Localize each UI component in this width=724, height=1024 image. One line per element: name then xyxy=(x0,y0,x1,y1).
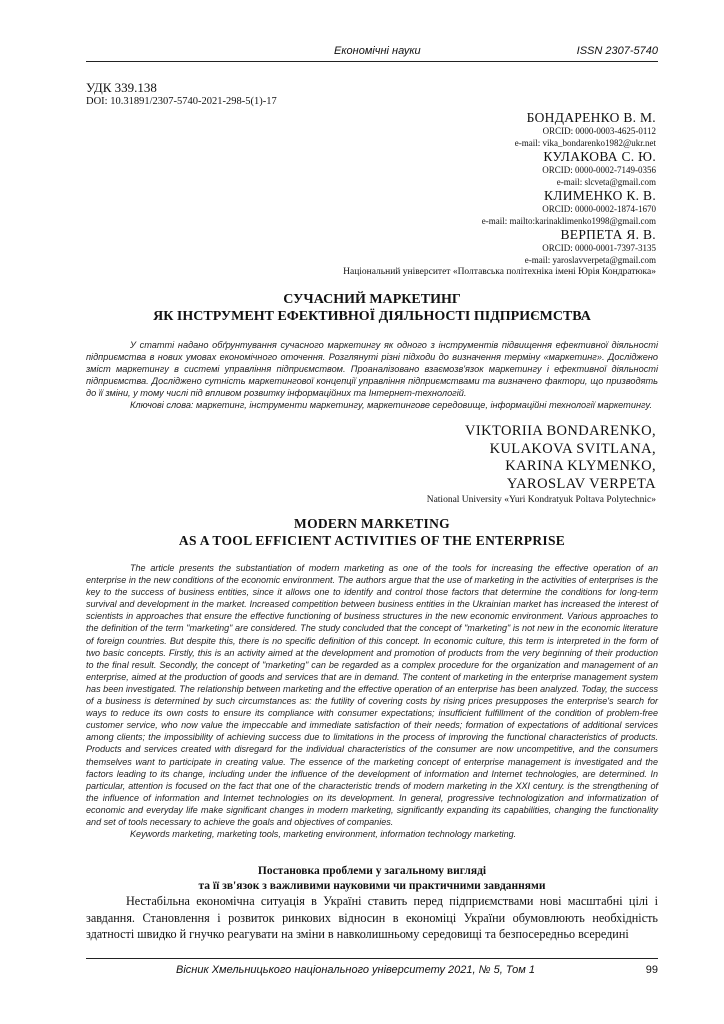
author-en-name: KULAKOVA SVITLANA, xyxy=(489,440,656,457)
author-email: e-mail: yaroslavverpeta@gmail.com xyxy=(524,254,656,265)
section-title-line: та її зв'язок з важливими науковими чи практичними завданнями xyxy=(198,879,546,892)
author-email: e-mail: mailto:karinaklimenko1998@gmail.com xyxy=(481,215,656,226)
abstract-ua-text: У статті надано обґрунтування сучасного маркетингу як одного з інструментів підвищення ефективної діяльності підприємства в нових умовах економічного оточення. Розглянуті різні підходи до визначення терміну «маркетинг». Досліджено зміст маркетингу в системі управління підприємством. Проаналізовано взаємозв'язок маркетингу і ефективної діяльності підприємства. Досліджено сутність маркетингової концепції управління підприємствами та визначено фактори, що призводять до її зміни, у тому числі під впливом розвитку інформаційних та Інтернет-технологій. xyxy=(86,340,658,399)
abstract-ua xyxy=(86,339,658,411)
keywords-ua: Ключові слова: маркетинг, інструменти маркетингу, маркетингове середовище, інформаційні технології маркетингу. xyxy=(130,400,653,411)
author-name: ВЕРПЕТА Я. В. xyxy=(560,227,656,242)
author-orcid: ORCID: 0000-0002-7149-0356 xyxy=(542,165,656,175)
author-name: БОНДАРЕНКО В. М. xyxy=(526,110,656,125)
author-name: КУЛАКОВА С. Ю. xyxy=(543,149,656,164)
doi: DOI: 10.31891/2307-5740-2021-298-5(1)-17 xyxy=(86,96,277,107)
page-footer xyxy=(86,958,658,979)
keywords-en: Keywords marketing, marketing tools, marketing environment, information technology marketing. xyxy=(130,829,517,840)
author-orcid: ORCID: 0000-0001-7397-3135 xyxy=(542,243,656,253)
title-en xyxy=(86,515,658,549)
author-orcid: ORCID: 0000-0002-1874-1670 xyxy=(542,204,656,214)
author-en-name: KARINA KLYMENKO, xyxy=(505,458,656,474)
page-number: 99 xyxy=(645,964,658,976)
title-ua xyxy=(86,291,658,325)
footer-journal: Вісник Хмельницького національного університету 2021, № 5, Том 1 xyxy=(176,964,536,976)
title-ua-line: СУЧАСНИЙ МАРКЕТИНГ xyxy=(283,292,461,307)
title-en-line: MODERN MARKETING xyxy=(294,516,450,531)
affiliation-en: National University «Yuri Kondratyuk Poltava Polytechnic» xyxy=(426,495,656,505)
title-ua-line: ЯК ІНСТРУМЕНТ ЕФЕКТИВНОЇ ДІЯЛЬНОСТІ ПІДПРИЄМСТВА xyxy=(153,309,591,324)
header-issn: ISSN 2307-5740 xyxy=(576,45,658,57)
abstract-en xyxy=(86,562,658,840)
udk-code: УДК 339.138 xyxy=(86,80,157,95)
author-email: e-mail: slcveta@gmail.com xyxy=(556,176,656,187)
author-email: e-mail: vika_bondarenko1982@ukr.net xyxy=(514,137,656,148)
author-en-name: VIKTORIIA BONDARENKO, xyxy=(465,423,656,439)
authors-en xyxy=(206,423,656,507)
page-header xyxy=(86,43,658,62)
body-text xyxy=(86,893,658,943)
section-title xyxy=(86,864,658,893)
author-orcid: ORCID: 0000-0003-4625-0112 xyxy=(542,126,656,136)
body-paragraph: Нестабільна економічна ситуація в Україні ставить перед підприємствами нові масштабні цілі і завдання. Становлення і розвиток ринкових відносин в економіці України обумовлюють необхідність здатності швидко й гнучко реагувати на зміни в навколишньому середовищі та безпосередньо всередині xyxy=(86,894,658,941)
section-title-line: Постановка проблеми у загальному вигляді xyxy=(257,865,487,877)
header-journal: Економічні науки xyxy=(334,45,421,57)
affiliation-ua: Національний університет «Полтавська політехніка імені Юрія Кондратюка» xyxy=(343,267,656,277)
author-name: КЛИМЕНКО К. В. xyxy=(543,188,656,203)
authors-ua xyxy=(156,110,656,278)
abstract-en-text: The article presents the substantiation of modern marketing as one of the tools for increasing the effective operation of an enterprise in the new conditions of the economic environment. The authors argue that the use of marketing in the activities of enterprises is the key to the success of business entities, since it allows one to identify and control those factors that determine the conditions for long-term survival and development in the market. Increased competition between business entities in the Ukrainian market has increased the interest of scientists in approaches that ensure the effective functioning of business structures in the new economic environment. Various approaches to the definition of the term "marketing" are considered. The study concluded that the concept of "marketing" is not new in the economic literature of foreign countries. But despite this, there is no specific definition of this concept. In economic culture, this term is interpreted in the form of two basic concepts. Firstly, this is an activity aimed at the development and promotion of products from the very beginning of their production to the final result. Secondly, the concept of "marketing" can be regarded as a complex procedure for the organization and management of an enterprise, aimed at the production of goods and services that are in demand. The content of marketing in the enterprise management system has been investigated. The relationship between marketing and the effective operation of an enterprise has been analyzed. Today, the success of a business is determined by such circumstances as: the futility of covering costs by rising prices presupposes the enterprise's search for ways to reduce its own costs to ensure its compliance with consumer expectations; insufficient fulfillment of the condition of problem-free customer service, who now value the impeccable and immediate satisfaction of their needs; formation of expectations of additional services among clients; the impossibility of achieving success due to limitations in the process of improving the functional characteristics of products. Products and services created with disregard for the individual characteristics of the consumer are now uncompetitive, and the consumers themselves want to participate in creating value. The essence of the marketing concept of enterprise management is investigated and the factors leading to its change, including under the influence of the development of information and Internet technologies, are determined. In particular, attention is focused on the fact that one of the characteristic trends of modern marketing in the XXI century. is the strengthening of the influence of information and Internet technologies on its development. In general, progressive technologization and informatization of economic and everyday life make significant changes in modern marketing, significantly expanding its capabilities, changing the functionality and set of tools necessary to achieve the goals and objectives of companies. xyxy=(86,563,658,827)
title-en-line: AS A TOOL EFFICIENT ACTIVITIES OF THE ENTERPRISE xyxy=(178,533,566,548)
author-en-name: YAROSLAV VERPETA xyxy=(506,475,656,492)
